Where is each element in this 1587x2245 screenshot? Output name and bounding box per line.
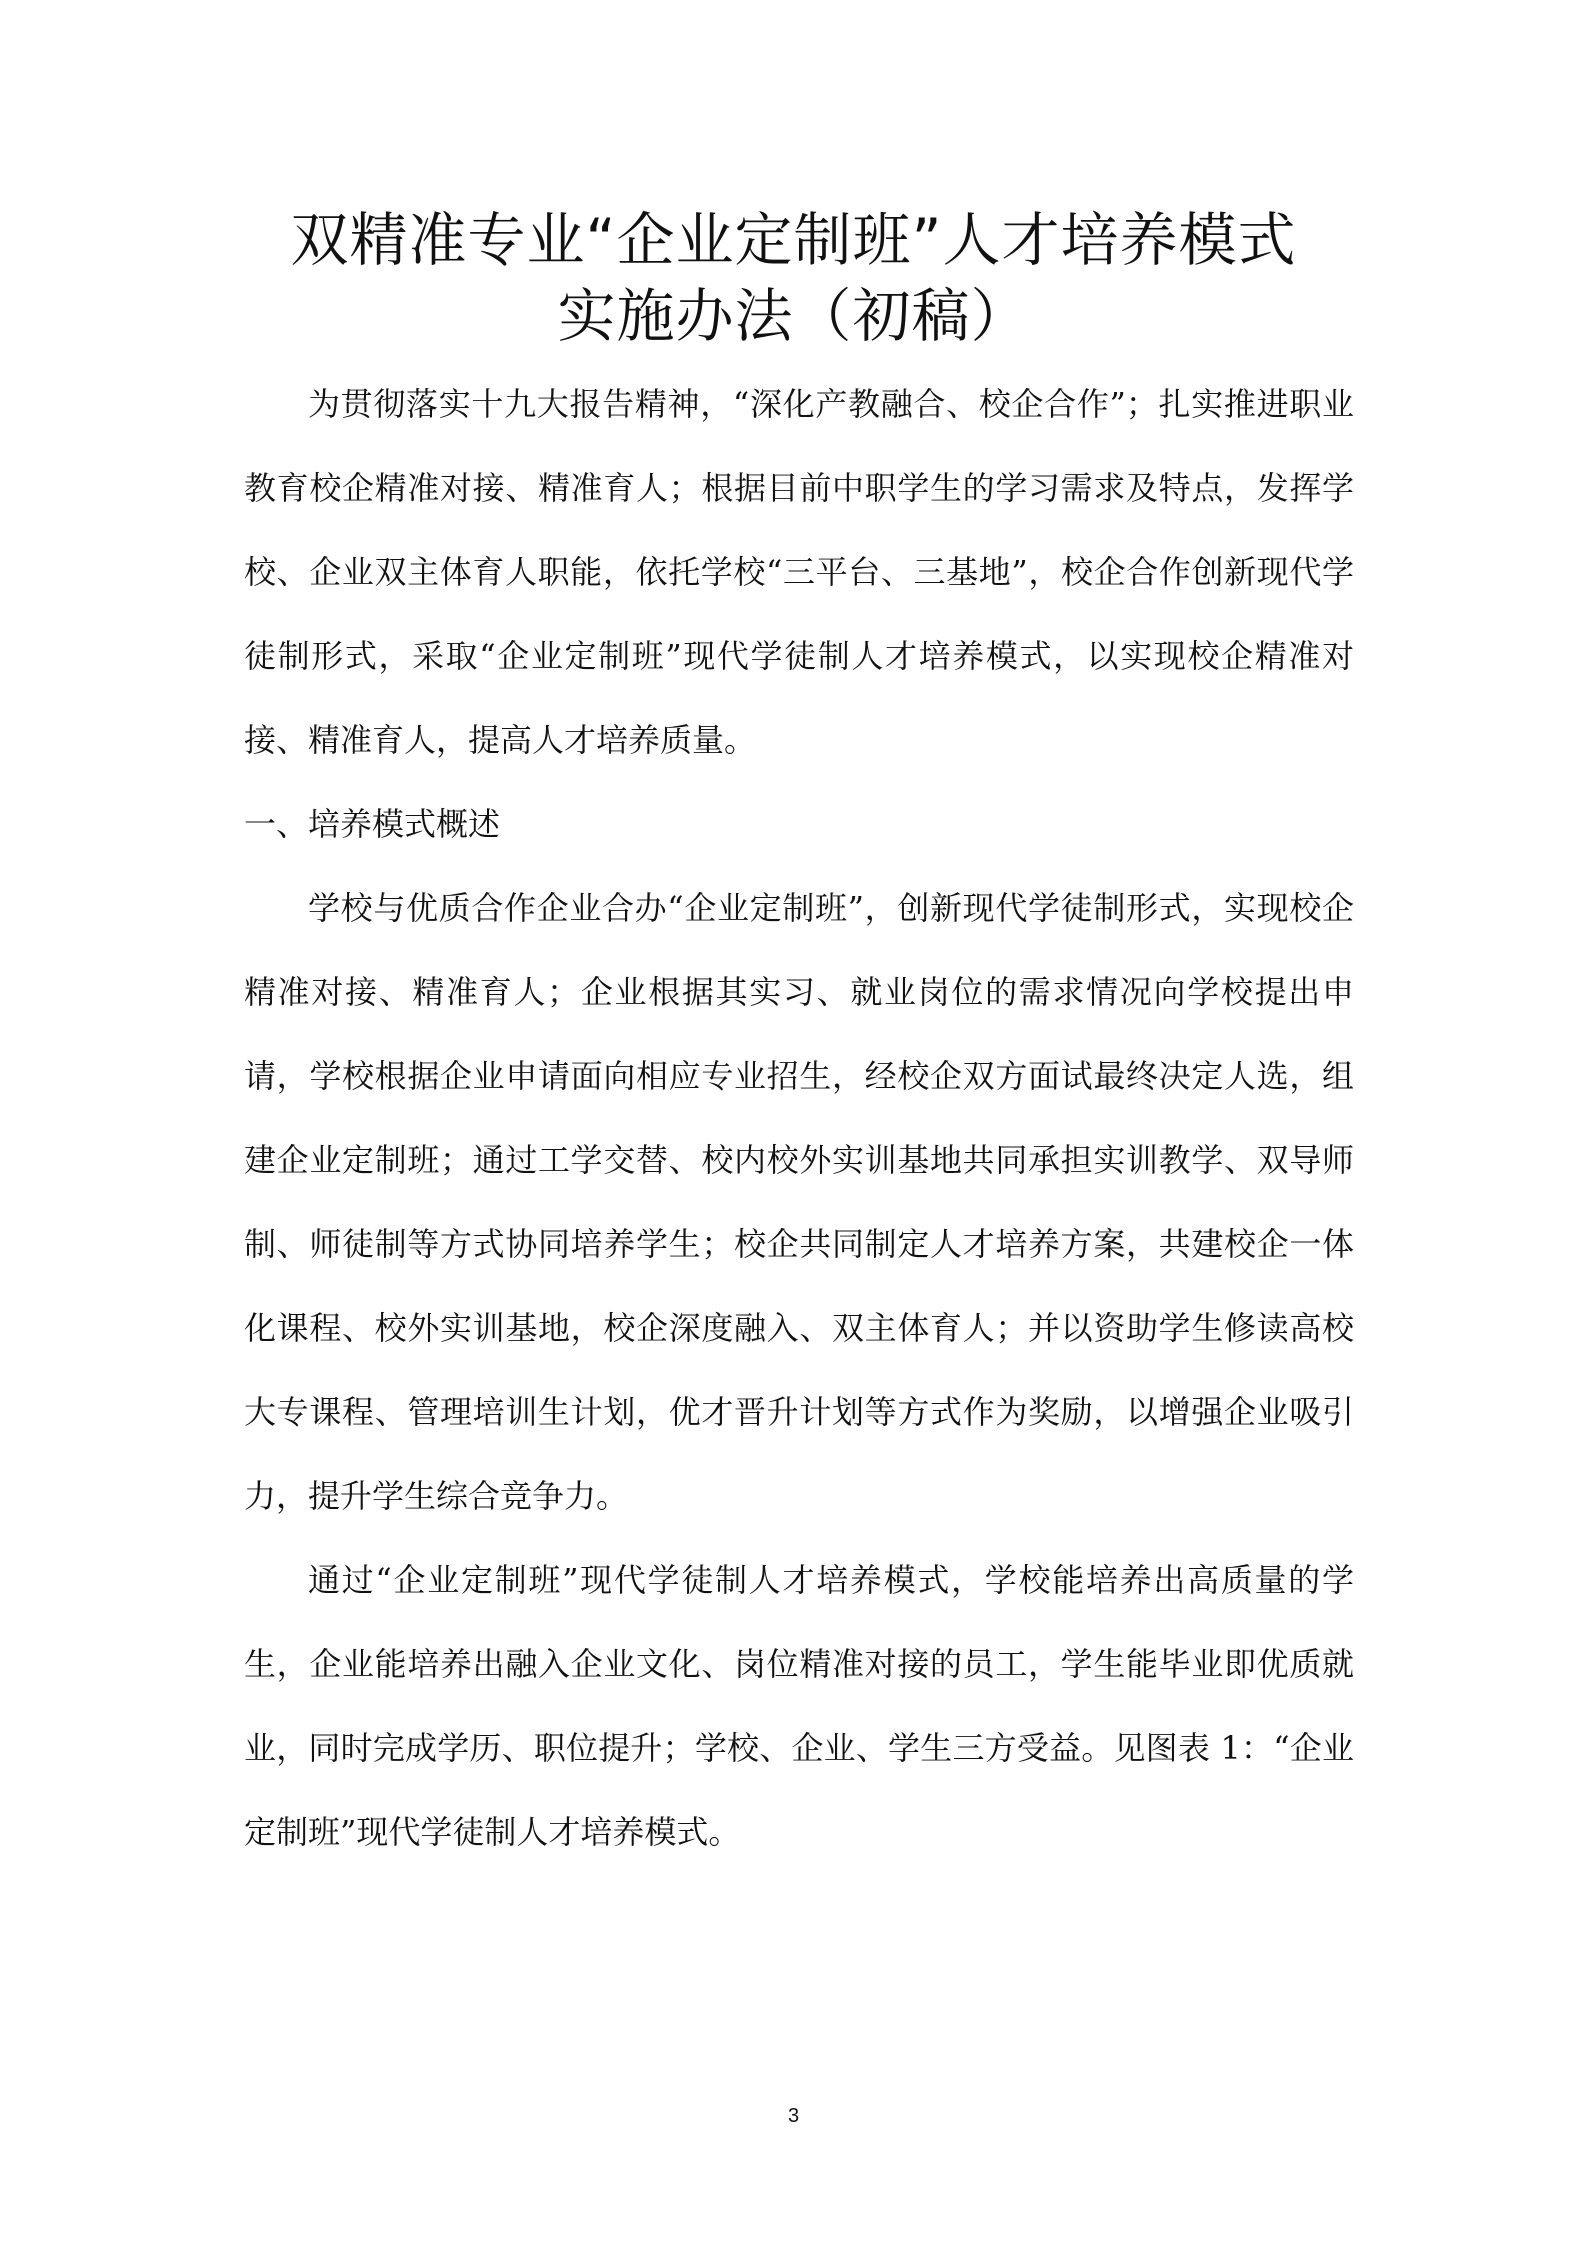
document-title-line-1: 双精准专业“企业定制班”人才培养模式 xyxy=(290,206,1297,274)
document-title-line-2: 实施办法（初稿） xyxy=(557,282,1030,350)
section-heading-1: 一、培养模式概述 xyxy=(244,805,501,843)
benefits-paragraph: 通过“企业定制班”现代学徒制人才培养模式，学校能培养出高质量的学生，企业能培养出融入企业文化、岗位精准对接的员工，学生能毕业即优质就业，同时完成学历、职位提升；学校、企业、学生三方受益。见图表 1：“企业定制班”现代学徒制人才培养模式。 xyxy=(244,1561,1354,1851)
overview-paragraph: 学校与优质合作企业合办“企业定制班”，创新现代学徒制形式，实现校企精准对接、精准育人；企业根据其实习、就业岗位的需求情况向学校提出申请，学校根据企业申请面向相应专业招生，经校企双方面试最终决定人选，组建企业定制班；通过工学交替、校内校外实训基地共同承担实训教学、双导师制、师徒制等方式协同培养学生；校企共同制定人才培养方案，共建校企一体化课程、校外实训基地，校企深度融入、双主体育人；并以资助学生修读高校大专课程、管理培训生计划，优才晋升计划等方式作为奖励，以增强企业吸引力，提升学生综合竞争力。 xyxy=(244,889,1354,1515)
intro-paragraph: 为贯彻落实十九大报告精神，“深化产教融合、校企合作”；扎实推进职业教育校企精准对接、精准育人；根据目前中职学生的学习需求及特点，发挥学校、企业双主体育人职能，依托学校“三平台、三基地”，校企合作创新现代学徒制形式，采取“企业定制班”现代学徒制人才培养模式，以实现校企精准对接、精准育人，提高人才培养质量。 xyxy=(244,385,1354,759)
page-number: 3 xyxy=(787,2105,800,2127)
document-body xyxy=(244,362,1354,1874)
